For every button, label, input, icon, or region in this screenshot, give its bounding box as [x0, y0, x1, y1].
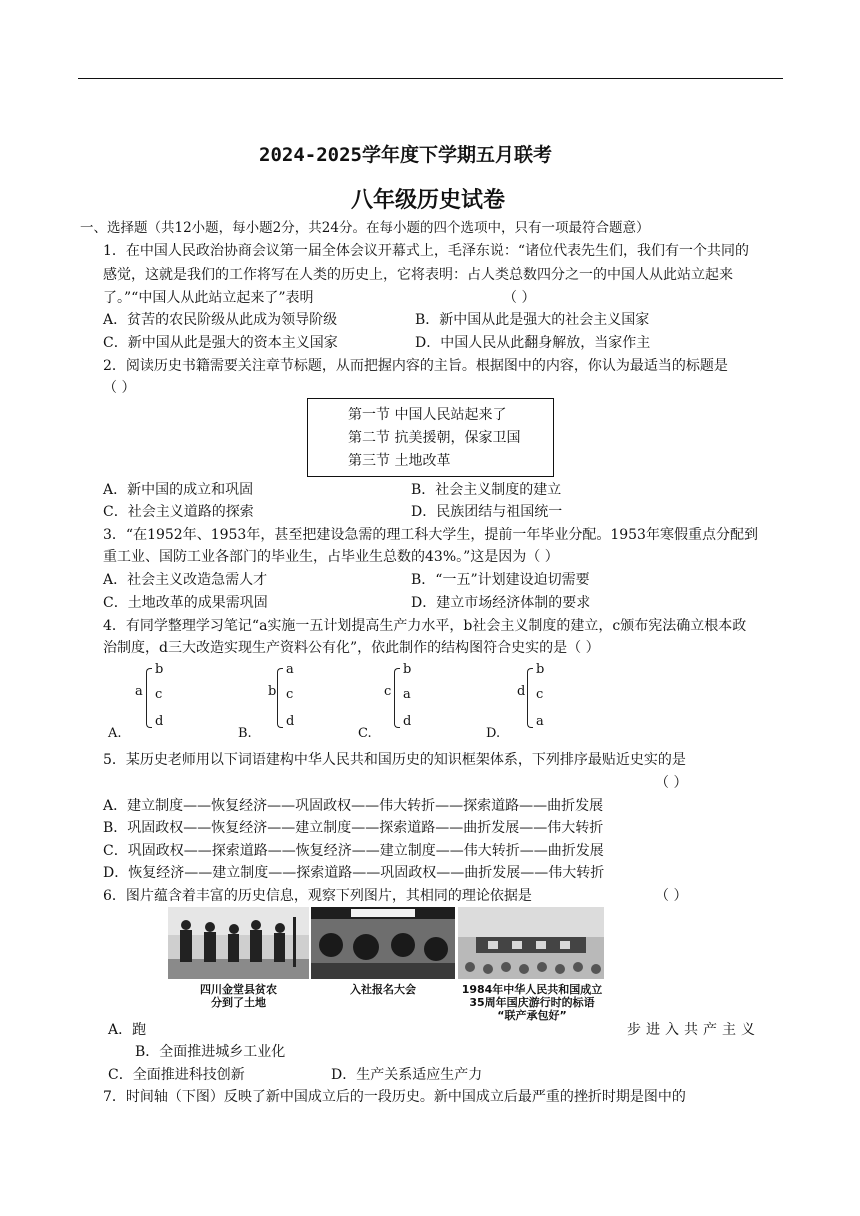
brace-icon	[146, 668, 152, 728]
q3-option-b[interactable]: B．“一五”计划建设迫切需要	[411, 572, 590, 588]
q4-diagram-d-root: d	[517, 684, 526, 699]
q4-diagram-a-root: a	[135, 684, 143, 699]
q5-line1: 5．某历史老师用以下词语建构中华人民共和国历史的知识框架体系，下列排序最贴近史实的是	[103, 752, 686, 768]
q4-diagram-c[interactable]	[358, 662, 418, 742]
q4-diagram-b-root: b	[268, 684, 277, 699]
q6-option-d[interactable]: D．生产关系适应生产力	[331, 1067, 483, 1083]
photo2-caption-line: 入社报名大会	[350, 983, 416, 996]
q7-line1: 7．时间轴（下图）反映了新中国成立后的一段历史。新中国成立后最严重的挫折时期是图中的	[103, 1089, 686, 1105]
q1-option-d[interactable]: D．中国人民从此翻身解放，当家作主	[415, 335, 651, 351]
q1-option-c[interactable]: C．新中国从此是强大的资本主义国家	[103, 335, 338, 351]
q5-option-c[interactable]: C．巩固政权——探索道路——恢复经济——建立制度——伟大转折——曲折发展	[103, 843, 604, 859]
q4-diagram-b[interactable]	[238, 662, 298, 742]
q4-diagram-b-item: a	[286, 662, 294, 677]
q2-answer-paren: （ ）	[103, 380, 136, 396]
q4-diagram-d-item: b	[536, 662, 545, 677]
q1-option-a[interactable]: A．贫苦的农民阶级从此成为领导阶级	[103, 312, 338, 328]
q6-option-b[interactable]: B．全面推进城乡工业化	[135, 1044, 286, 1060]
chapter-section-3: 第三节 土地改革	[348, 453, 451, 469]
q4-diagram-c-item: a	[403, 687, 411, 702]
q4-diagram-a-label: A.	[108, 726, 122, 741]
q1-answer-paren: （ ）	[503, 290, 536, 306]
q3-line1: 3．“在1952年、1953年，甚至把建设急需的理工科大学生，提前一年毕业分配。1953年寒假重点分配到	[103, 527, 758, 543]
photo1-caption-line: 四川金堂县贫农	[200, 983, 277, 996]
q4-diagram-d-item: c	[536, 687, 544, 702]
q5-answer-paren: （ ）	[655, 775, 688, 791]
chapter-section-2: 第二节 抗美援朝，保家卫国	[348, 430, 521, 446]
q2-option-b[interactable]: B．社会主义制度的建立	[411, 482, 562, 498]
q6-option-a-left[interactable]: A．跑	[108, 1022, 147, 1038]
q4-diagram-a-item: b	[155, 662, 164, 677]
brace-icon	[527, 668, 533, 728]
farmers-land-photo	[168, 907, 309, 979]
q5-option-b[interactable]: B．巩固政权——恢复经济——建立制度——探索道路——曲折发展——伟大转折	[103, 820, 604, 836]
q4-diagram-b-item: d	[286, 714, 295, 729]
q3-option-c[interactable]: C．土地改革的成果需巩固	[103, 595, 268, 611]
photo3-caption-line: 35周年国庆游行时的标语	[469, 996, 595, 1009]
q5-option-d[interactable]: D．恢复经济——建立制度——探索道路——巩固政权——曲折发展——伟大转折	[103, 865, 605, 881]
photo3-caption-line: “联产承包好”	[497, 1009, 567, 1022]
q2-line1: 2．阅读历史书籍需要关注章节标题，从而把握内容的主旨。根据图中的内容，你认为最适当的标题是	[103, 358, 728, 374]
q1-line1: 1．在中国人民政治协商会议第一届全体会议开幕式上，毛泽东说：“诸位代表先生们，我们有一个共同的	[103, 243, 750, 259]
photo3-caption	[452, 983, 612, 1022]
chapter-section-1: 第一节 中国人民站起来了	[348, 407, 507, 423]
exam-title: 2024-2025学年度下学期五月联考	[259, 144, 552, 166]
q2-option-a[interactable]: A．新中国的成立和巩固	[103, 482, 254, 498]
photo1-caption	[168, 983, 309, 1009]
exam-subtitle: 八年级历史试卷	[351, 188, 506, 213]
brace-icon	[277, 668, 283, 728]
section-heading: 一、选择题（共12小题，每小题2分，共24分。在每小题的四个选项中，只有一项最符合题意）	[80, 220, 650, 236]
q4-diagram-a-item: d	[155, 714, 164, 729]
q1-line3: 了。”“中国人从此站立起来了”表明	[103, 290, 314, 306]
q4-diagram-b-item: c	[286, 687, 294, 702]
q4-diagram-d-item: a	[536, 714, 544, 729]
photo2-caption	[311, 983, 455, 996]
q4-line1: 4．有同学整理学习笔记“a实施一五计划提高生产力水平，b社会主义制度的建立，c颁布宪法确立根本政	[103, 618, 747, 634]
q6-answer-paren: （ ）	[655, 888, 688, 904]
photo3-caption-line: 1984年中华人民共和国成立	[461, 983, 603, 996]
q6-line1: 6．图片蕴含着丰富的历史信息，观察下列图片，其相同的理论依据是	[103, 888, 532, 904]
q4-diagram-c-root: c	[384, 684, 392, 699]
cooperative-meeting-photo	[311, 907, 455, 979]
top-rule	[78, 78, 783, 79]
q4-line2: 治制度，d三大改造实现生产资料公有化”，依此制作的结构图符合史实的是（ ）	[103, 640, 600, 656]
q5-option-a[interactable]: A．建立制度——恢复经济——巩固政权——伟大转折——探索道路——曲折发展	[103, 798, 604, 814]
q3-option-a[interactable]: A．社会主义改造急需人才	[103, 572, 268, 588]
q1-option-b[interactable]: B．新中国从此是强大的社会主义国家	[415, 312, 650, 328]
q4-diagram-c-item: b	[403, 662, 412, 677]
parade-slogan-photo	[458, 907, 604, 979]
q1-line2: 感觉，这就是我们的工作将写在人类的历史上，它将表明：占人类总数四分之一的中国人从此站立起来	[103, 267, 733, 283]
q4-diagram-c-label: C.	[358, 726, 372, 741]
q6-option-c[interactable]: C．全面推进科技创新	[108, 1067, 245, 1083]
q4-diagram-c-item: d	[403, 714, 412, 729]
q3-option-d[interactable]: D．建立市场经济体制的要求	[411, 595, 591, 611]
brace-icon	[394, 668, 400, 728]
photo1-caption-line: 分到了土地	[211, 996, 266, 1009]
q4-diagram-d-label: D.	[486, 726, 501, 741]
q3-line2: 重工业、国防工业各部门的毕业生，占毕业生总数的43%。”这是因为（ ）	[103, 549, 559, 565]
q4-diagram-d[interactable]	[486, 662, 546, 742]
q4-diagram-a[interactable]	[108, 662, 168, 742]
q4-diagram-b-label: B.	[238, 726, 252, 741]
q4-diagram-a-item: c	[155, 687, 163, 702]
q2-option-d[interactable]: D．民族团结与祖国统一	[411, 504, 563, 520]
q6-option-a-right[interactable]: 步进入共产主义	[627, 1022, 760, 1038]
q2-option-c[interactable]: C．社会主义道路的探索	[103, 504, 254, 520]
